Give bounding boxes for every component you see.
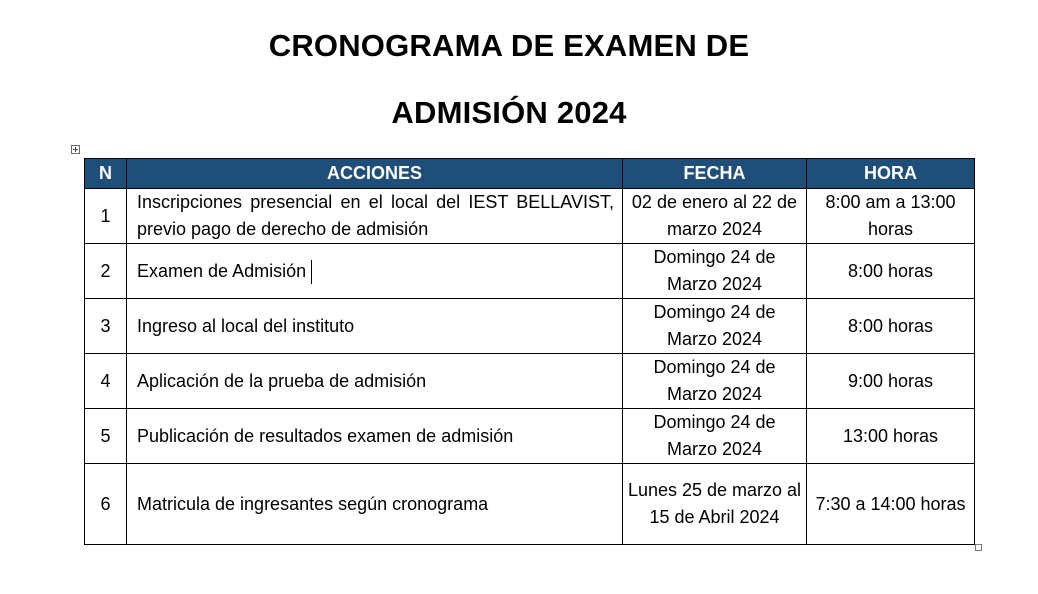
document-title-line-2: ADMISIÓN 2024 bbox=[391, 95, 627, 130]
header-acciones: ACCIONES bbox=[127, 159, 623, 189]
row-action[interactable]: Inscripciones presencial en el local del IEST BELLAVIST, previo pago de derecho de admisión bbox=[127, 189, 623, 244]
row-date[interactable]: Lunes 25 de marzo al 15 de Abril 2024 bbox=[623, 464, 807, 545]
table-row bbox=[85, 189, 975, 244]
table-row bbox=[85, 244, 975, 299]
row-time[interactable]: 7:30 a 14:00 horas bbox=[807, 464, 975, 545]
row-action[interactable]: Matricula de ingresantes según cronograma bbox=[127, 464, 623, 545]
row-number: 4 bbox=[85, 354, 127, 409]
row-time[interactable]: 8:00 am a 13:00 horas bbox=[807, 189, 975, 244]
header-fecha: FECHA bbox=[623, 159, 807, 189]
row-time[interactable]: 8:00 horas bbox=[807, 244, 975, 299]
row-date[interactable]: Domingo 24 de Marzo 2024 bbox=[623, 409, 807, 464]
row-action[interactable]: Aplicación de la prueba de admisión bbox=[127, 354, 623, 409]
row-action[interactable]: Publicación de resultados examen de admisión bbox=[127, 409, 623, 464]
table-header-row bbox=[85, 159, 975, 189]
row-date[interactable]: Domingo 24 de Marzo 2024 bbox=[623, 244, 807, 299]
header-n: N bbox=[85, 159, 127, 189]
schedule-table bbox=[84, 158, 975, 545]
row-action-cell[interactable] bbox=[127, 244, 623, 299]
table-row bbox=[85, 409, 975, 464]
header-hora: HORA bbox=[807, 159, 975, 189]
row-number: 3 bbox=[85, 299, 127, 354]
row-action: Examen de Admisión bbox=[137, 260, 307, 281]
row-time[interactable]: 13:00 horas bbox=[807, 409, 975, 464]
text-cursor bbox=[311, 260, 312, 284]
row-date[interactable]: 02 de enero al 22 de marzo 2024 bbox=[623, 189, 807, 244]
row-number: 6 bbox=[85, 464, 127, 545]
row-number: 5 bbox=[85, 409, 127, 464]
table-move-icon[interactable] bbox=[71, 145, 80, 154]
document-title-line-1: CRONOGRAMA DE EXAMEN DE bbox=[268, 28, 750, 63]
row-number: 1 bbox=[85, 189, 127, 244]
table-row bbox=[85, 464, 975, 545]
table-resize-icon[interactable] bbox=[975, 544, 982, 551]
table-row bbox=[85, 299, 975, 354]
row-date[interactable]: Domingo 24 de Marzo 2024 bbox=[623, 299, 807, 354]
row-number: 2 bbox=[85, 244, 127, 299]
row-time[interactable]: 9:00 horas bbox=[807, 354, 975, 409]
row-date[interactable]: Domingo 24 de Marzo 2024 bbox=[623, 354, 807, 409]
row-action[interactable]: Ingreso al local del instituto bbox=[127, 299, 623, 354]
table-row bbox=[85, 354, 975, 409]
row-time[interactable]: 8:00 horas bbox=[807, 299, 975, 354]
